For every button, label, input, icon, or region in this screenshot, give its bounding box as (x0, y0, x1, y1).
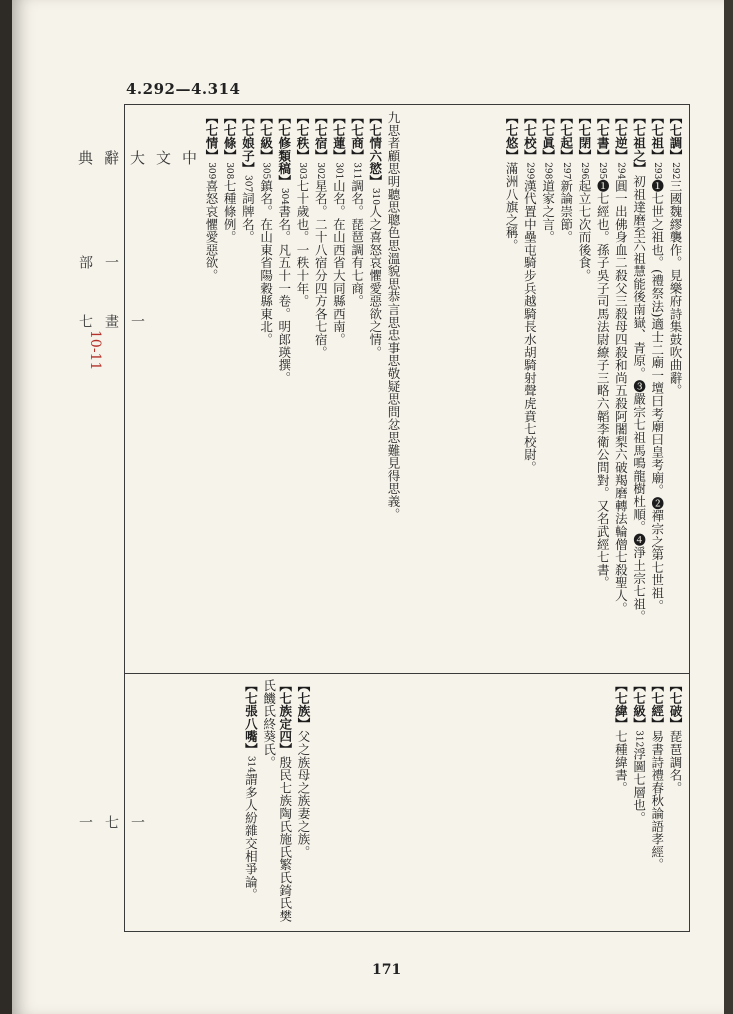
entry-number: 296 (578, 162, 589, 180)
panel-top-left (131, 111, 401, 667)
dictionary-entry (612, 111, 628, 667)
entry-number: 293 (651, 162, 662, 180)
entry-number: 310 (369, 187, 380, 205)
entry-number: 307 (242, 175, 253, 193)
dictionary-entry (667, 679, 683, 927)
entry-text: 謂多人紛雜交相爭論。 (243, 773, 259, 901)
entry-text: 星名。二十八宿分四方各七宿。 (313, 179, 329, 359)
entry-headword: 【七校】 (522, 111, 538, 163)
entry-text: 七種緯書。 (613, 730, 629, 795)
entry-text: 漢代置中壘屯騎步兵越騎長水胡騎射聲虎賁七校尉。 (522, 179, 538, 474)
entry-headword: 【七級】 (631, 679, 647, 731)
entry-headword: 【七破】 (668, 679, 683, 731)
panel-top-right (408, 111, 683, 667)
dictionary-entry (260, 679, 292, 927)
dictionary-entry (594, 111, 610, 667)
dictionary-entry (221, 111, 237, 667)
entry-headword: 【七宿】 (313, 111, 329, 163)
entry-text: 鎮名。在山東省陽穀縣東北。 (258, 179, 274, 346)
entry-number: 299 (524, 162, 535, 180)
entry-number: 308 (224, 162, 235, 180)
entry-number: 303 (296, 162, 307, 180)
entry-headword: 【七蓮】 (331, 111, 347, 163)
dictionary-entry (630, 679, 646, 927)
entry-headword: 【七眞】 (540, 111, 556, 163)
dictionary-entry (257, 111, 273, 667)
dictionary-entry (312, 111, 328, 667)
page-number: 171 (372, 962, 402, 978)
entry-headword: 【七閉】 (576, 111, 592, 163)
entry-headword: 【七祖】 (649, 111, 665, 163)
entry-text: 殷民七族陶氏施氏繁氏錡氏樊氏饑氏終葵氏。 (261, 679, 293, 923)
dictionary-entry (367, 111, 383, 667)
dictionary-entry (612, 679, 628, 927)
entry-text: 詞牌名。 (240, 192, 256, 244)
entry-range: 4.292—4.314 (126, 80, 241, 98)
entry-headword: 【七緯】 (613, 679, 629, 731)
entry-text: ❶七世之祖也。(禮祭法)適士二廟一壇曰考廟曰皇考廟。❷禪宗之第七世祖。 (649, 179, 665, 613)
panel-bottom-right (323, 679, 683, 927)
dictionary-title: 中文大辭典 (76, 150, 198, 165)
entry-number: 311 (351, 162, 362, 180)
entry-text: 七十歲也。一秩十年。 (294, 179, 310, 308)
entry-text: 父之族母之族妻之族。 (296, 730, 311, 859)
entry-text: 道家之言。 (540, 179, 556, 244)
entry-number: 292 (670, 162, 680, 180)
entry-headword: 【七族】 (296, 679, 311, 731)
entry-headword: 【七起】 (558, 111, 574, 163)
entry-headword: 【七書】 (595, 111, 611, 163)
text-frame (124, 104, 690, 932)
entry-headword: 【七情六慾】 (367, 111, 383, 188)
panel-bottom-left (131, 679, 311, 927)
entry-headword: 【七祖之】 (631, 111, 647, 175)
dictionary-entry (242, 679, 258, 927)
entry-text: 書名。凡五十一卷。明郎瑛撰。 (276, 205, 292, 385)
dictionary-entry (330, 111, 346, 667)
dictionary-entry (521, 111, 537, 667)
dictionary-entry (667, 111, 683, 667)
entry-text: ❶七經也。孫子吳子司馬法尉繚子三略六韜李衛公問對。又名武經七書。 (595, 179, 611, 589)
dictionary-entry (649, 679, 665, 927)
entry-text: 易書詩禮春秋論語孝經。 (649, 730, 665, 872)
divider-line (125, 673, 689, 674)
dictionary-entry (649, 111, 665, 667)
dictionary-entry (630, 111, 646, 667)
entry-headword: 【七經】 (649, 679, 665, 731)
dictionary-entry (294, 111, 310, 667)
entry-number: 301 (333, 162, 344, 180)
entry-headword: 【七級】 (258, 111, 274, 163)
entry-number: 294 (615, 162, 626, 180)
entry-number: 314 (245, 755, 256, 773)
entry-headword: 【七娘子】 (240, 111, 256, 175)
entry-headword: 【七悠】 (504, 111, 520, 163)
entry-headword: 【七逆】 (613, 111, 629, 163)
entry-number: 295 (597, 162, 608, 180)
entry-text: 人之喜怒哀懼愛惡欲之情。 (367, 205, 383, 359)
stroke-label: 一畫 七 (77, 314, 145, 328)
entry-headword: 【七商】 (349, 111, 365, 163)
pencil-annotation: 10-11 (87, 330, 103, 371)
entry-text: 琵琶調名。 (668, 730, 683, 795)
entry-number: 298 (542, 162, 553, 180)
dictionary-entry (558, 111, 574, 667)
dictionary-entry (203, 111, 219, 667)
vertical-page-number: 一七一 (77, 815, 145, 829)
entry-headword: 【七修類稿】 (276, 111, 292, 188)
entry-number: 312 (633, 730, 644, 748)
entry-headword: 【七條】 (222, 111, 238, 163)
entry-headword: 【七情】 (203, 111, 219, 163)
entry-headword: 【七張八嘴】 (243, 679, 259, 756)
dictionary-entry (295, 679, 311, 927)
entry-number: 305 (260, 162, 271, 180)
entry-text: 山名。在山西省大同縣西南。 (331, 179, 347, 346)
dictionary-entry (348, 111, 364, 667)
entry-headword: 【七族定四】 (277, 679, 293, 756)
dictionary-entry (576, 111, 592, 667)
dictionary-entry (539, 111, 555, 667)
entry-text: 新論崇節。 (558, 179, 574, 244)
entry-text: 滿洲八旗之稱。 (504, 162, 520, 252)
dictionary-entry (385, 111, 401, 667)
entry-number: 304 (278, 187, 289, 205)
entry-text: 起立七次而後食。 (576, 179, 592, 282)
dictionary-entry (503, 111, 519, 667)
dictionary-entry (239, 111, 255, 667)
entry-number: 302 (315, 162, 326, 180)
entry-text: 初祖達磨至六祖慧能後南嶽、青原。❸嚴宗七祖馬鳴龍樹杜順。❹淨土宗七祖。 (631, 175, 647, 623)
entry-number: 309 (205, 162, 216, 180)
entry-headword: 【七調】 (668, 111, 683, 163)
entry-headword: 【七秩】 (294, 111, 310, 163)
entry-text: 七種條例。 (222, 179, 238, 244)
radical-label: 一部 (77, 255, 119, 269)
entry-number: 297 (560, 162, 571, 180)
dictionary-entry (276, 111, 292, 667)
entry-text: 浮圖七層也。 (631, 747, 647, 825)
entry-text: 喜怒哀懼愛惡欲。 (203, 179, 219, 282)
entry-text: 圓一出佛身血二殺父三殺母四殺和尚五殺阿闍梨六破羯磨轉法輪僧七殺聖人。 (613, 179, 629, 615)
entry-text: 三國魏繆襲作。見樂府詩集鼓吹曲辭。 (668, 179, 683, 397)
entry-text: 調名。琵琶調有七商。 (349, 179, 365, 308)
entry-text: 九思者顧思明聽思聰色思溫貌思恭言思忠事思敬疑思問忿思難見得思義。 (386, 111, 401, 521)
dictionary-page (12, 0, 724, 1014)
